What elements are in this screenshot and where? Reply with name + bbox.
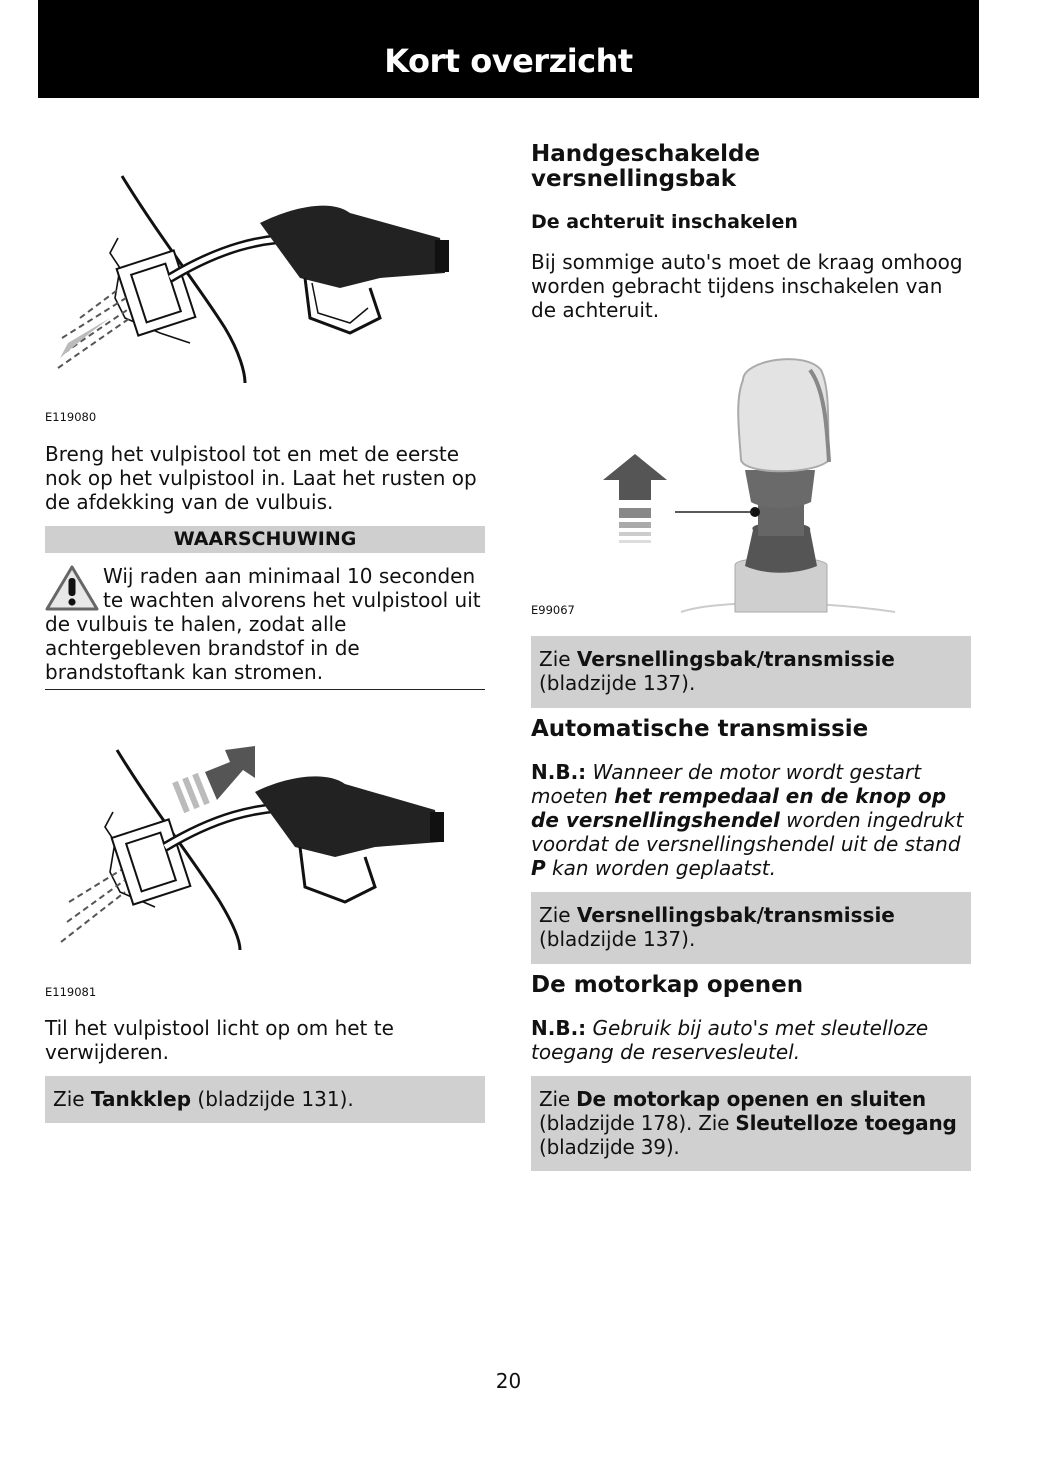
reference-link[interactable]: Sleutelloze toegang: [735, 1111, 957, 1135]
warning-title: WAARSCHUWING: [45, 526, 485, 553]
note: N.B.: Gebruik bij auto's met sleutelloze toegang de reservesleutel.: [531, 1016, 929, 1064]
reference-box: Zie Tankklep (bladzijde 131).: [45, 1076, 485, 1123]
reference-link[interactable]: Versnellingsbak/transmissie: [576, 903, 895, 927]
warning-text: [45, 564, 487, 684]
reference-link[interactable]: Versnellingsbak/transmissie: [576, 647, 895, 671]
gear-knob-illustration: [595, 350, 915, 616]
reference-link[interactable]: Tankklep: [90, 1087, 192, 1111]
reference-link[interactable]: De motorkap openen en sluiten: [576, 1087, 926, 1111]
paragraph: Breng het vulpistool tot en met de eerste nok op het vulpistool in. Laat het rusten op de afdekking van de vulbuis.: [45, 442, 477, 514]
paragraph: Til het vulpistool licht op om het te verwijderen.: [45, 1016, 394, 1064]
subsection-title: De achteruit inschakelen: [531, 211, 798, 233]
fuel-nozzle-remove-illustration: [55, 742, 465, 952]
page-title: Kort overzicht: [384, 42, 633, 80]
figure-code: E119080: [45, 410, 97, 424]
section-title: Automatische transmissie: [531, 716, 869, 742]
page-header: [38, 0, 979, 98]
note: N.B.: Wanneer de motor wordt gestart moeten het rempedaal en de knop op de versnellingshendel worden ingedrukt voordat de versnellingshendel uit de stand P kan worden geplaatst.: [531, 760, 964, 880]
warning-triangle-icon: [45, 564, 99, 612]
paragraph: Bij sommige auto's moet de kraag omhoog worden gebracht tijdens inschakelen van de achteruit.: [531, 250, 963, 322]
figure-code: E99067: [531, 603, 575, 617]
section-title: Handgeschakelde versnellingsbak: [531, 141, 761, 192]
fuel-nozzle-insert-illustration: [50, 168, 460, 388]
figure-code: E119081: [45, 985, 97, 999]
divider: [45, 689, 485, 690]
reference-box: Zie Versnellingsbak/transmissie (bladzijde 137).: [531, 636, 971, 708]
page-number: 20: [495, 1369, 522, 1393]
reference-box: Zie Versnellingsbak/transmissie (bladzijde 137).: [531, 892, 971, 964]
reference-box: Zie De motorkap openen en sluiten (bladzijde 178). Zie Sleutelloze toegang (bladzijde 39).: [531, 1076, 971, 1171]
section-title: De motorkap openen: [531, 972, 804, 998]
warning-body: Wij raden aan minimaal 10 seconden te wachten alvorens het vulpistool uit de vulbuis te halen, zodat alle achtergebleven brandstof in de brandstoftank kan stromen.: [45, 564, 481, 684]
